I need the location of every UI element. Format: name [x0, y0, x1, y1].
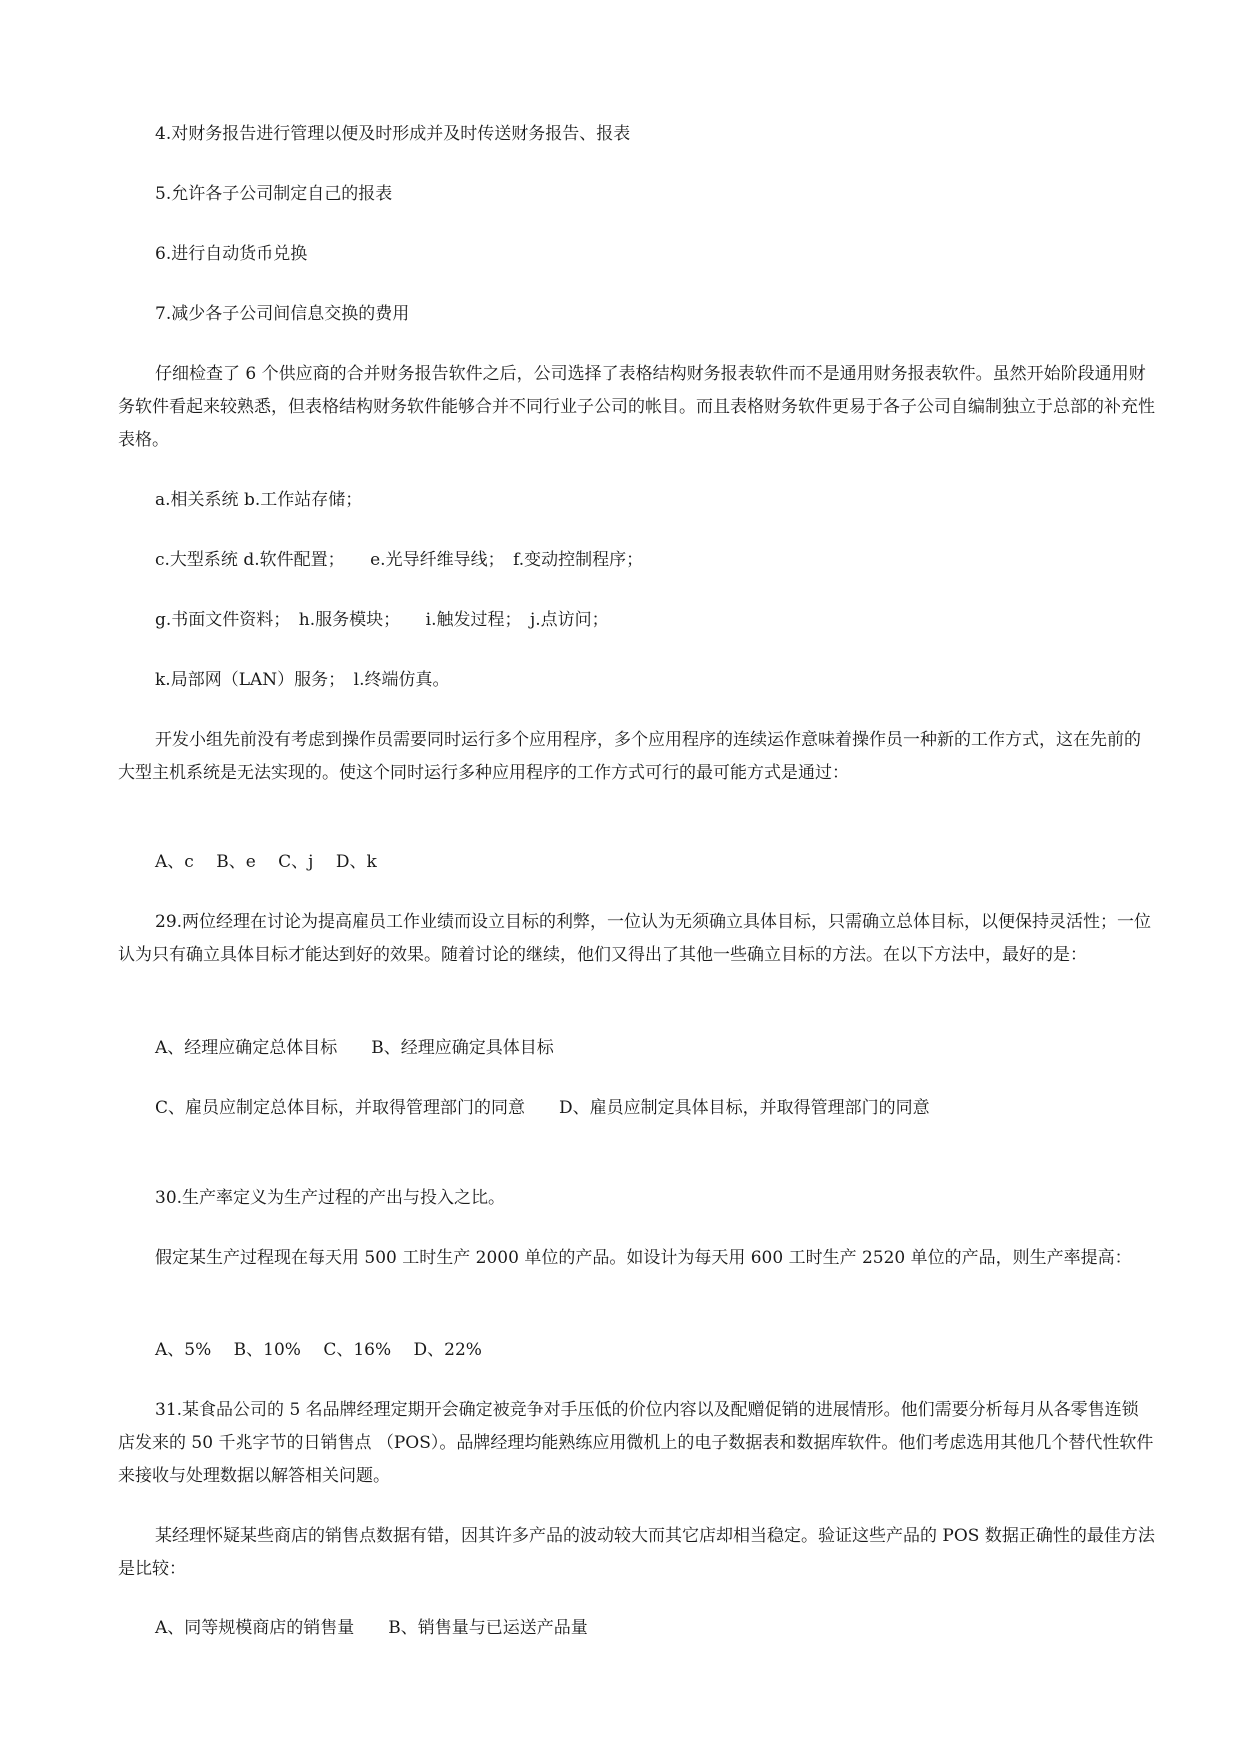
dev-team-options: A、c B、e C、j D、k: [155, 852, 377, 872]
terms-line-2: c.大型系统 d.软件配置； e.光导纤维导线； f.变动控制程序；: [155, 550, 644, 570]
item-5: 5.允许各子公司制定自己的报表: [155, 184, 393, 204]
question-30: 30.生产率定义为生产过程的产出与投入之比。: [155, 1188, 506, 1208]
question-29-options-cd: C、雇员应制定总体目标，并取得管理部门的同意 D、雇员应制定具体目标，并取得管理部门的同意: [155, 1098, 930, 1118]
question-30-scenario: 假定某生产过程现在每天用 500 工时生产 2000 单位的产品。如设计为每天用 600 工时生产 2520 单位的产品，则生产率提高：: [155, 1248, 1132, 1268]
terms-line-3: g.书面文件资料； h.服务模块； i.触发过程； j.点访问；: [155, 610, 609, 630]
question-31-scenario: 某经理怀疑某些商店的销售点数据有错，因其许多产品的波动较大而其它店却相当稳定。验证这些产品的 POS 数据正确性的最佳方法是比较：: [118, 1526, 1155, 1579]
question-29-options-ab: A、经理应确定总体目标 B、经理应确定具体目标: [155, 1038, 554, 1058]
question-30-options: A、5% B、10% C、16% D、22%: [155, 1340, 482, 1360]
item-6: 6.进行自动货币兑换: [155, 244, 308, 264]
question-31: 31.某食品公司的 5 名品牌经理定期开会确定被竞争对手压低的价位内容以及配赠促销的进展情形。他们需要分析每月从各零售连锁店发来的 50 千兆字节的日销售点 （POS）。品牌经理均能熟练应用微机上的电子数据表和数据库软件。他们考虑选用其他几个替代性软件来接收与处理数据以解答相关问题。: [118, 1400, 1154, 1486]
question-29: 29.两位经理在讨论为提高雇员工作业绩而设立目标的利弊，一位认为无须确立具体目标，只需确立总体目标，以便保持灵活性；一位认为只有确立具体目标才能达到好的效果。随着讨论的继续，他们又得出了其他一些确立目标的方法。在以下方法中，最好的是：: [118, 912, 1152, 965]
question-31-options: A、同等规模商店的销售量 B、销售量与已运送产品量: [155, 1618, 588, 1638]
dev-team-question: 开发小组先前没有考虑到操作员需要同时运行多个应用程序，多个应用程序的连续运作意味着操作员一种新的工作方式，这在先前的大型主机系统是无法实现的。使这个同时运行多种应用程序的工作方式可行的最可能方式是通过：: [118, 730, 1141, 783]
software-selection-paragraph: 仔细检查了 6 个供应商的合并财务报告软件之后，公司选择了表格结构财务报表软件而不是通用财务报表软件。虽然开始阶段通用财务软件看起来较熟悉，但表格结构财务软件能够合并不同行业子公司的帐目。而且表格财务软件更易于各子公司自编制独立于总部的补充性表格。: [118, 364, 1155, 450]
item-7: 7.减少各子公司间信息交换的费用: [155, 304, 410, 324]
terms-line-4: k.局部网（LAN）服务； l.终端仿真。: [155, 670, 450, 690]
terms-line-1: a.相关系统 b.工作站存储；: [155, 490, 363, 510]
item-4: 4.对财务报告进行管理以便及时形成并及时传送财务报告、报表: [155, 124, 631, 144]
